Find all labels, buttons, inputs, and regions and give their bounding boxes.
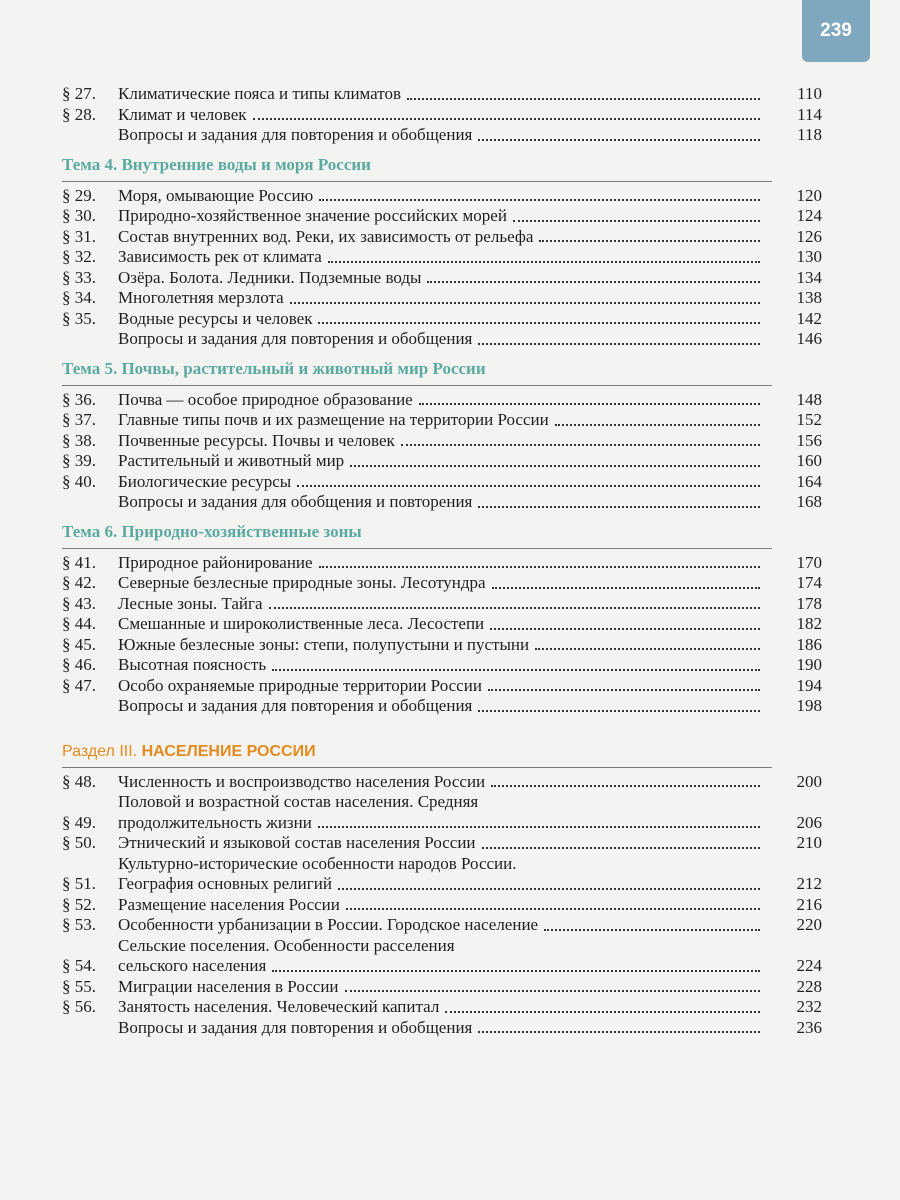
entry-title: Климатические пояса и типы климатов (118, 84, 402, 103)
dot-leader (318, 322, 760, 324)
entry-number: § 32. (62, 247, 96, 266)
dot-leader (272, 970, 760, 972)
entry-title: Вопросы и задания для обобщения и повторения (118, 492, 473, 511)
topic-heading-6[interactable]: Тема 6. Природно-хозяйственные зоны (62, 521, 362, 541)
entry-title-line1: Сельские поселения. Особенности расселения (118, 935, 455, 955)
entry-number: § 54. (62, 956, 96, 975)
divider (62, 181, 772, 182)
entry-title: Численность и воспроизводство населения России (118, 771, 486, 791)
entry-page: 194 (796, 675, 822, 695)
page-number-tab (802, 0, 870, 62)
entry-number: § 45. (62, 634, 96, 654)
entry-number: § 37. (62, 410, 96, 429)
entry-title: Смешанные и широколиственные леса. Лесостепи (118, 614, 485, 633)
entry-title: Особо охраняемые природные территории России (118, 675, 482, 695)
entry-title: Многолетняя мерзлота (118, 288, 284, 307)
entry-number: § 43. (62, 593, 96, 613)
entry-number: § 34. (62, 288, 96, 307)
entry-page: 210 (796, 833, 822, 852)
dot-leader (539, 240, 760, 242)
toc-entry[interactable] (62, 105, 822, 126)
entry-number: § 42. (62, 573, 96, 592)
entry-page: 148 (796, 389, 822, 409)
dot-leader (319, 199, 760, 201)
section-heading[interactable] (62, 743, 822, 761)
dot-leader (290, 302, 760, 304)
entry-page: 182 (796, 614, 822, 633)
toc-entry[interactable] (62, 451, 822, 472)
entry-number: § 30. (62, 206, 96, 225)
entry-page: 178 (796, 593, 822, 613)
dot-leader (427, 281, 760, 283)
toc-entry[interactable] (62, 553, 822, 574)
dot-leader (419, 403, 760, 405)
toc-entry[interactable] (62, 833, 822, 854)
entry-page: 236 (796, 1017, 822, 1037)
toc-block-5 (62, 772, 822, 1039)
dot-leader (544, 929, 760, 931)
divider (62, 767, 772, 768)
toc-block-4 (62, 553, 822, 717)
entry-title: Вопросы и задания для повторения и обобщения (118, 1017, 473, 1037)
entry-page: 118 (797, 125, 822, 144)
toc-entry[interactable] (62, 696, 822, 717)
entry-page: 130 (796, 247, 822, 266)
dot-leader (253, 118, 760, 120)
toc-entry[interactable] (62, 84, 822, 105)
topic-heading-5[interactable]: Тема 5. Почвы, растительный и животный мир России (62, 358, 486, 378)
entry-page: 120 (796, 185, 822, 205)
toc-entry[interactable] (62, 792, 822, 833)
entry-page: 174 (796, 573, 822, 592)
toc-entry[interactable] (62, 895, 822, 916)
dot-leader (269, 607, 761, 609)
dot-leader (478, 139, 760, 141)
entry-title: Занятость населения. Человеческий капитал (118, 997, 440, 1016)
dot-leader (346, 908, 760, 910)
toc-entry[interactable] (62, 309, 822, 330)
entry-number: § 49. (62, 812, 96, 832)
dot-leader (490, 628, 760, 630)
divider (62, 548, 772, 549)
entry-title: Вопросы и задания для повторения и обобщения (118, 696, 473, 715)
entry-page: 160 (796, 451, 822, 470)
entry-title: Растительный и животный мир (118, 451, 345, 470)
toc-entry[interactable] (62, 573, 822, 594)
entry-title: Почвенные ресурсы. Почвы и человек (118, 430, 395, 450)
entry-page: 124 (796, 206, 822, 225)
entry-title: Биологические ресурсы (118, 471, 292, 491)
toc-entry[interactable] (62, 854, 822, 895)
entry-title: Главные типы почв и их размещение на территории России (118, 410, 549, 429)
entry-number: § 52. (62, 894, 96, 914)
dot-leader (401, 444, 760, 446)
entry-page: 220 (796, 915, 822, 934)
entry-title: Природное районирование (118, 552, 313, 572)
toc-entry[interactable] (62, 247, 822, 268)
entry-title-line1: Половой и возрастной состав населения. Средняя (118, 792, 479, 811)
entry-number: § 53. (62, 915, 96, 934)
entry-page: 156 (796, 430, 822, 450)
toc-entry[interactable] (62, 997, 822, 1018)
toc-entry[interactable] (62, 329, 822, 350)
dot-leader (478, 343, 760, 345)
entry-title: Вопросы и задания для повторения и обобщения (118, 125, 473, 144)
toc-block-3 (62, 390, 822, 513)
entry-number: § 33. (62, 267, 96, 287)
toc-entry[interactable] (62, 410, 822, 431)
entry-title-line1: Культурно-исторические особенности народов России. (118, 853, 517, 873)
toc-entry[interactable] (62, 125, 822, 146)
entry-page: 152 (796, 410, 822, 429)
section-title: НАСЕЛЕНИЕ РОССИИ (141, 742, 316, 760)
toc-block-1 (62, 84, 822, 146)
dot-leader (478, 1031, 760, 1033)
entry-number: § 41. (62, 552, 96, 572)
entry-number: § 36. (62, 389, 96, 409)
entry-number: § 29. (62, 185, 96, 205)
dot-leader (478, 506, 760, 508)
entry-title: продолжительность жизни (118, 812, 312, 832)
toc-entry[interactable] (62, 268, 822, 289)
entry-number: § 48. (62, 771, 96, 791)
toc-entry[interactable] (62, 594, 822, 615)
entry-page: 198 (796, 696, 822, 715)
page-number: 239 (820, 20, 852, 41)
entry-title: Особенности урбанизации в России. Городское население (118, 915, 539, 934)
dot-leader (555, 424, 760, 426)
dot-leader (478, 710, 760, 712)
toc-entry[interactable] (62, 635, 822, 656)
toc-entry[interactable] (62, 390, 822, 411)
toc-entry[interactable] (62, 472, 822, 493)
entry-title: Климат и человек (118, 104, 247, 124)
entry-title: Зависимость рек от климата (118, 247, 322, 266)
table-of-contents (62, 84, 822, 1038)
entry-page: 134 (796, 267, 822, 287)
entry-title: География основных религий (118, 874, 332, 893)
toc-block-2 (62, 186, 822, 350)
entry-page: 114 (797, 104, 822, 124)
entry-page: 216 (796, 894, 822, 914)
dot-leader (338, 888, 760, 890)
entry-page: 206 (796, 812, 822, 832)
entry-page: 190 (796, 655, 822, 674)
dot-leader (492, 587, 760, 589)
dot-leader (445, 1011, 760, 1013)
toc-entry[interactable] (62, 977, 822, 998)
entry-page: 200 (796, 771, 822, 791)
toc-entry[interactable] (62, 915, 822, 936)
entry-number: § 31. (62, 226, 96, 246)
entry-number: § 28. (62, 104, 96, 124)
dot-leader (319, 566, 760, 568)
entry-page: 168 (796, 492, 822, 511)
dot-leader (345, 990, 760, 992)
entry-title: Озёра. Болота. Ледники. Подземные воды (118, 267, 422, 287)
dot-leader (318, 826, 760, 828)
entry-page: 170 (796, 552, 822, 572)
entry-number: § 46. (62, 655, 96, 674)
entry-number: § 51. (62, 874, 96, 893)
entry-page: 142 (796, 308, 822, 328)
dot-leader (482, 847, 760, 849)
entry-page: 232 (796, 997, 822, 1016)
entry-number: § 55. (62, 976, 96, 996)
entry-page: 110 (797, 84, 822, 103)
dot-leader (491, 785, 760, 787)
topic-heading-4[interactable]: Тема 4. Внутренние воды и моря России (62, 154, 371, 174)
entry-page: 126 (796, 226, 822, 246)
dot-leader (272, 669, 760, 671)
toc-entry[interactable] (62, 227, 822, 248)
toc-entry[interactable] (62, 655, 822, 676)
toc-entry[interactable] (62, 936, 822, 977)
toc-entry[interactable] (62, 186, 822, 207)
toc-entry[interactable] (62, 288, 822, 309)
entry-number: § 40. (62, 471, 96, 491)
entry-title: Высотная поясность (118, 655, 267, 674)
divider (62, 385, 772, 386)
entry-page: 228 (796, 976, 822, 996)
entry-page: 186 (796, 634, 822, 654)
entry-title: Размещение населения России (118, 894, 340, 914)
toc-entry[interactable] (62, 772, 822, 793)
entry-number: § 44. (62, 614, 96, 633)
entry-title: Состав внутренних вод. Реки, их зависимость от рельефа (118, 226, 534, 246)
entry-number: § 50. (62, 833, 96, 852)
entry-title: Северные безлесные природные зоны. Лесотундра (118, 573, 486, 592)
dot-leader (407, 98, 760, 100)
section-prefix: Раздел III. (62, 742, 138, 760)
dot-leader (350, 465, 760, 467)
entry-page: 164 (796, 471, 822, 491)
toc-entry[interactable] (62, 431, 822, 452)
toc-entry[interactable] (62, 206, 822, 227)
entry-title: Миграции населения в России (118, 976, 339, 996)
entry-title: Этнический и языковой состав населения России (118, 833, 476, 852)
toc-entry[interactable] (62, 676, 822, 697)
entry-number: § 35. (62, 308, 96, 328)
toc-entry[interactable] (62, 1018, 822, 1039)
entry-title: Моря, омывающие Россию (118, 185, 314, 205)
dot-leader (328, 261, 760, 263)
toc-entry[interactable] (62, 492, 822, 513)
dot-leader (513, 220, 760, 222)
entry-number: § 47. (62, 675, 96, 695)
entry-page: 146 (796, 329, 822, 348)
entry-number: § 38. (62, 430, 96, 450)
entry-page: 224 (796, 956, 822, 975)
entry-title: Вопросы и задания для повторения и обобщения (118, 329, 473, 348)
entry-number: § 56. (62, 997, 96, 1016)
entry-title: Лесные зоны. Тайга (118, 593, 263, 613)
entry-title: Водные ресурсы и человек (118, 308, 313, 328)
entry-number: § 27. (62, 84, 96, 103)
dot-leader (488, 689, 760, 691)
toc-entry[interactable] (62, 614, 822, 635)
entry-number: § 39. (62, 451, 96, 470)
dot-leader (535, 648, 760, 650)
entry-page: 212 (796, 874, 822, 893)
entry-title: Почва — особое природное образование (118, 389, 413, 409)
entry-title: Природно-хозяйственное значение российских морей (118, 206, 507, 225)
dot-leader (297, 485, 760, 487)
entry-title: Южные безлесные зоны: степи, полупустыни и пустыни (118, 634, 530, 654)
entry-page: 138 (796, 288, 822, 307)
entry-title: сельского населения (118, 956, 267, 975)
